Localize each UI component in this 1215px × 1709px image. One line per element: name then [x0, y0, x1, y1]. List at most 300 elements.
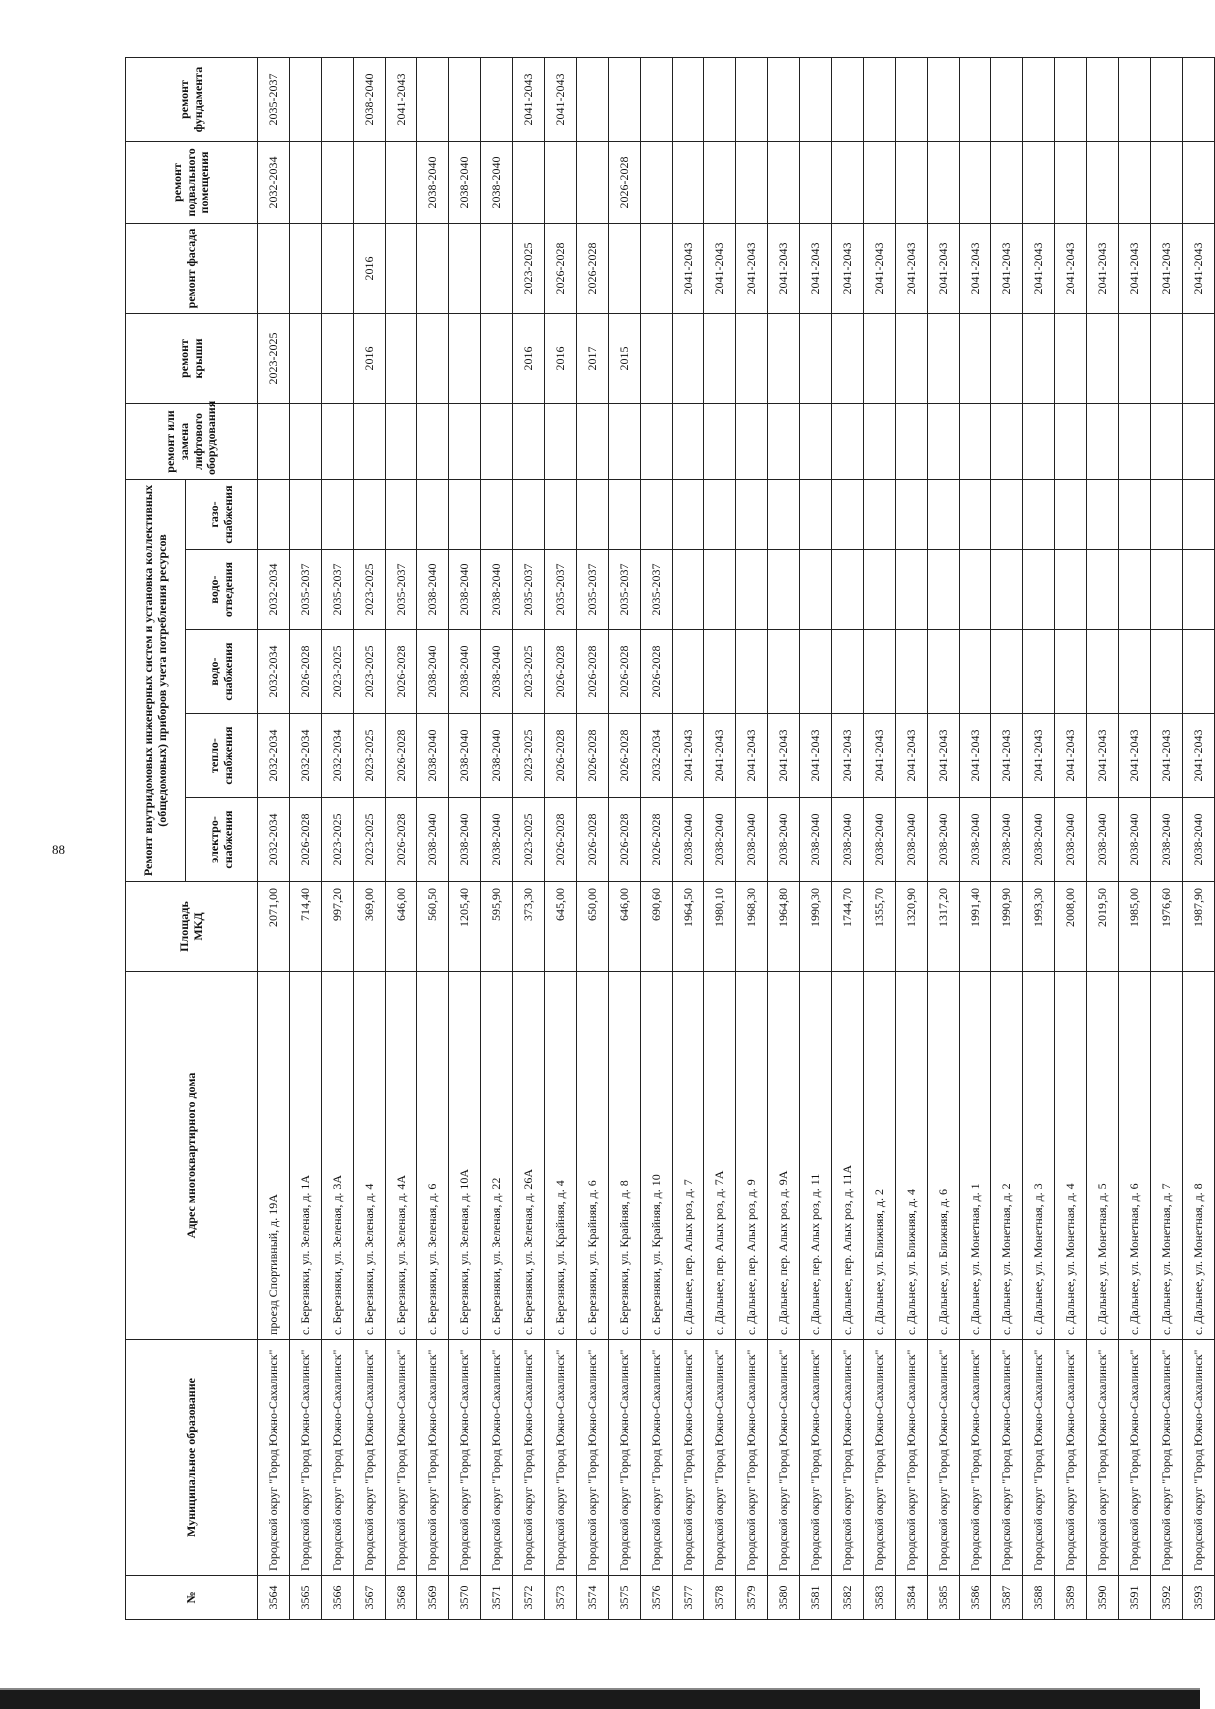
cell-gas [258, 479, 290, 549]
table-row [1055, 57, 1087, 1619]
cell-water: 2026-2028 [385, 630, 417, 714]
cell-roof: 2016 [513, 313, 545, 403]
cell-elevator [481, 403, 513, 479]
cell-water: 2023-2025 [513, 630, 545, 714]
cell-municipality: Городской округ "Город Южно-Сахалинск" [640, 1340, 672, 1576]
cell-foundation [1055, 57, 1087, 141]
cell-heat: 2032-2034 [640, 714, 672, 798]
cell-electric: 2023-2025 [353, 798, 385, 882]
cell-elevator [672, 403, 704, 479]
cell-elevator [768, 403, 800, 479]
cell-roof [1150, 313, 1182, 403]
cell-address: с. Дальнее, пер. Алых роз, д. 11 [800, 972, 832, 1340]
cell-drain [1182, 550, 1214, 630]
cell-electric: 2026-2028 [640, 798, 672, 882]
cell-gas [800, 479, 832, 549]
cell-address: с. Березняки, ул. Зеленая, д. 4А [385, 972, 417, 1340]
cell-elevator [800, 403, 832, 479]
cell-area: 560,50 [417, 882, 449, 972]
cell-area: 1205,40 [449, 882, 481, 972]
cell-gas [768, 479, 800, 549]
cell-electric: 2038-2040 [449, 798, 481, 882]
cell-municipality: Городской округ "Город Южно-Сахалинск" [353, 1340, 385, 1576]
table-row [1182, 57, 1214, 1619]
cell-address: с. Дальнее, пер. Алых роз, д. 9 [736, 972, 768, 1340]
header-drain: водо-отведения [186, 550, 258, 630]
cell-heat: 2032-2034 [289, 714, 321, 798]
cell-gas [321, 479, 353, 549]
cell-number: 3587 [991, 1576, 1023, 1620]
table-row [258, 57, 290, 1619]
cell-address: с. Березняки, ул. Зеленая, д. 26А [513, 972, 545, 1340]
cell-heat: 2023-2025 [353, 714, 385, 798]
table-row [704, 57, 736, 1619]
cell-roof [1182, 313, 1214, 403]
cell-drain [768, 550, 800, 630]
cell-water: 2026-2028 [545, 630, 577, 714]
cell-number: 3588 [1023, 1576, 1055, 1620]
cell-elevator [1023, 403, 1055, 479]
cell-electric: 2023-2025 [513, 798, 545, 882]
header-area: Площадь МКД [126, 882, 258, 972]
cell-roof: 2023-2025 [258, 313, 290, 403]
cell-drain [991, 550, 1023, 630]
cell-municipality: Городской округ "Город Южно-Сахалинск" [1055, 1340, 1087, 1576]
cell-drain [1023, 550, 1055, 630]
cell-facade: 2041-2043 [768, 223, 800, 313]
cell-area: 1964,50 [672, 882, 704, 972]
cell-area: 646,00 [385, 882, 417, 972]
cell-water [991, 630, 1023, 714]
cell-foundation [289, 57, 321, 141]
cell-number: 3566 [321, 1576, 353, 1620]
cell-electric: 2026-2028 [545, 798, 577, 882]
cell-facade [417, 223, 449, 313]
cell-facade: 2026-2028 [576, 223, 608, 313]
cell-foundation [800, 57, 832, 141]
header-electric: электро-снабжения [186, 798, 258, 882]
cell-number: 3580 [768, 1576, 800, 1620]
cell-water [959, 630, 991, 714]
cell-address: с. Березняки, ул. Зеленая, д. 1А [289, 972, 321, 1340]
cell-municipality: Городской округ "Город Южно-Сахалинск" [863, 1340, 895, 1576]
cell-gas [417, 479, 449, 549]
cell-number: 3568 [385, 1576, 417, 1620]
cell-area: 690,60 [640, 882, 672, 972]
cell-number: 3582 [832, 1576, 864, 1620]
cell-address: с. Березняки, ул. Зеленая, д. 6 [417, 972, 449, 1340]
cell-gas [640, 479, 672, 549]
table-body [258, 57, 1215, 1619]
cell-roof: 2016 [353, 313, 385, 403]
cell-municipality: Городской округ "Город Южно-Сахалинск" [1023, 1340, 1055, 1576]
cell-number: 3565 [289, 1576, 321, 1620]
cell-foundation [1119, 57, 1151, 141]
cell-basement [640, 141, 672, 223]
cell-basement [672, 141, 704, 223]
cell-basement [959, 141, 991, 223]
cell-water: 2038-2040 [449, 630, 481, 714]
cell-electric: 2026-2028 [385, 798, 417, 882]
header-municipality: Муниципальное образование [126, 1340, 258, 1576]
cell-water: 2023-2025 [321, 630, 353, 714]
cell-elevator [289, 403, 321, 479]
cell-number: 3584 [895, 1576, 927, 1620]
cell-facade [289, 223, 321, 313]
cell-basement: 2032-2034 [258, 141, 290, 223]
cell-heat: 2038-2040 [481, 714, 513, 798]
cell-address: с. Березняки, ул. Зеленая, д. 4 [353, 972, 385, 1340]
cell-address: с. Дальнее, пер. Алых роз, д. 7А [704, 972, 736, 1340]
cell-heat: 2041-2043 [768, 714, 800, 798]
cell-address: проезд Спортивный, д. 19А [258, 972, 290, 1340]
cell-drain: 2035-2037 [608, 550, 640, 630]
cell-elevator [640, 403, 672, 479]
cell-drain: 2023-2025 [353, 550, 385, 630]
cell-water [672, 630, 704, 714]
cell-drain: 2038-2040 [481, 550, 513, 630]
cell-electric: 2038-2040 [927, 798, 959, 882]
cell-elevator [895, 403, 927, 479]
cell-address: с. Дальнее, ул. Монетная, д. 6 [1119, 972, 1151, 1340]
cell-elevator [576, 403, 608, 479]
cell-basement: 2026-2028 [608, 141, 640, 223]
cell-water [800, 630, 832, 714]
cell-municipality: Городской округ "Город Южно-Сахалинск" [704, 1340, 736, 1576]
cell-municipality: Городской округ "Город Южно-Сахалинск" [513, 1340, 545, 1576]
cell-facade: 2041-2043 [1150, 223, 1182, 313]
cell-facade: 2041-2043 [1023, 223, 1055, 313]
cell-basement [385, 141, 417, 223]
cell-address: с. Дальнее, ул. Монетная, д. 8 [1182, 972, 1214, 1340]
cell-drain [800, 550, 832, 630]
cell-area: 2019,50 [1087, 882, 1119, 972]
cell-heat: 2041-2043 [800, 714, 832, 798]
cell-electric: 2038-2040 [832, 798, 864, 882]
header-facade: ремонт фасада [126, 223, 258, 313]
cell-facade [608, 223, 640, 313]
cell-address: с. Дальнее, пер. Алых роз, д. 7 [672, 972, 704, 1340]
cell-drain [895, 550, 927, 630]
cell-address: с. Дальнее, ул. Монетная, д. 2 [991, 972, 1023, 1340]
cell-foundation [927, 57, 959, 141]
cell-elevator [321, 403, 353, 479]
cell-foundation [640, 57, 672, 141]
cell-gas [449, 479, 481, 549]
cell-gas [353, 479, 385, 549]
cell-area: 595,90 [481, 882, 513, 972]
cell-foundation [863, 57, 895, 141]
cell-basement [800, 141, 832, 223]
table-row [321, 57, 353, 1619]
cell-municipality: Городской округ "Город Южно-Сахалинск" [321, 1340, 353, 1576]
cell-facade: 2041-2043 [1087, 223, 1119, 313]
cell-area: 1991,40 [959, 882, 991, 972]
cell-roof: 2015 [608, 313, 640, 403]
cell-water [736, 630, 768, 714]
cell-number: 3572 [513, 1576, 545, 1620]
cell-elevator [736, 403, 768, 479]
cell-address: с. Дальнее, ул. Монетная, д. 1 [959, 972, 991, 1340]
cell-area: 1985,00 [1119, 882, 1151, 972]
cell-gas [1150, 479, 1182, 549]
cell-heat: 2041-2043 [1055, 714, 1087, 798]
cell-area: 1980,10 [704, 882, 736, 972]
table-row [1023, 57, 1055, 1619]
cell-elevator [449, 403, 481, 479]
cell-area: 646,00 [608, 882, 640, 972]
cell-drain [736, 550, 768, 630]
cell-foundation [895, 57, 927, 141]
header-water: водо-снабжения [186, 630, 258, 714]
cell-municipality: Городской округ "Город Южно-Сахалинск" [736, 1340, 768, 1576]
cell-roof: 2017 [576, 313, 608, 403]
header-address: Адрес многоквартирного дома [126, 972, 258, 1340]
cell-elevator [513, 403, 545, 479]
cell-basement [545, 141, 577, 223]
cell-municipality: Городской округ "Город Южно-Сахалинск" [991, 1340, 1023, 1576]
cell-municipality: Городской округ "Город Южно-Сахалинск" [258, 1340, 290, 1576]
cell-water [895, 630, 927, 714]
header-foundation: ремонт фундамента [126, 57, 258, 141]
cell-number: 3575 [608, 1576, 640, 1620]
cell-water [768, 630, 800, 714]
cell-roof [863, 313, 895, 403]
cell-drain: 2035-2037 [576, 550, 608, 630]
table-row [768, 57, 800, 1619]
cell-roof [1023, 313, 1055, 403]
cell-drain [1055, 550, 1087, 630]
cell-address: с. Дальнее, пер. Алых роз, д. 11А [832, 972, 864, 1340]
cell-water [863, 630, 895, 714]
cell-electric: 2038-2040 [1182, 798, 1214, 882]
table-row [545, 57, 577, 1619]
header-basement: ремонт подвального помещения [126, 141, 258, 223]
cell-number: 3573 [545, 1576, 577, 1620]
table-row [608, 57, 640, 1619]
cell-foundation: 2041-2043 [545, 57, 577, 141]
cell-drain [672, 550, 704, 630]
cell-basement [1182, 141, 1214, 223]
cell-drain: 2035-2037 [513, 550, 545, 630]
cell-basement: 2038-2040 [449, 141, 481, 223]
cell-elevator [353, 403, 385, 479]
cell-area: 1990,90 [991, 882, 1023, 972]
cell-roof [321, 313, 353, 403]
cell-gas [576, 479, 608, 549]
header-roof: ремонт крыши [126, 313, 258, 403]
cell-foundation [481, 57, 513, 141]
cell-area: 1317,20 [927, 882, 959, 972]
cell-electric: 2038-2040 [863, 798, 895, 882]
cell-basement [736, 141, 768, 223]
cell-electric: 2023-2025 [321, 798, 353, 882]
cell-water: 2038-2040 [417, 630, 449, 714]
cell-gas [1087, 479, 1119, 549]
cell-electric: 2038-2040 [1150, 798, 1182, 882]
cell-foundation [832, 57, 864, 141]
cell-electric: 2038-2040 [417, 798, 449, 882]
cell-municipality: Городской округ "Город Южно-Сахалинск" [832, 1340, 864, 1576]
cell-elevator [832, 403, 864, 479]
cell-roof [800, 313, 832, 403]
cell-elevator [927, 403, 959, 479]
cell-facade [640, 223, 672, 313]
cell-facade: 2041-2043 [1182, 223, 1214, 313]
cell-number: 3569 [417, 1576, 449, 1620]
table-row [513, 57, 545, 1619]
cell-drain: 2035-2037 [640, 550, 672, 630]
table-row [385, 57, 417, 1619]
cell-municipality: Городской округ "Город Южно-Сахалинск" [768, 1340, 800, 1576]
cell-water [1182, 630, 1214, 714]
cell-foundation [1023, 57, 1055, 141]
header-engineering-systems-group: Ремонт внутридомовых инженерных систем и установка коллективных (общедомовых) приборов учета потребления ресурсов [126, 479, 186, 881]
cell-municipality: Городской округ "Город Южно-Сахалинск" [608, 1340, 640, 1576]
cell-basement [576, 141, 608, 223]
cell-drain: 2038-2040 [449, 550, 481, 630]
cell-electric: 2038-2040 [1087, 798, 1119, 882]
cell-elevator [991, 403, 1023, 479]
cell-area: 369,00 [353, 882, 385, 972]
cell-water: 2026-2028 [608, 630, 640, 714]
cell-elevator [385, 403, 417, 479]
cell-heat: 2041-2043 [1119, 714, 1151, 798]
cell-address: с. Дальнее, ул. Монетная, д. 5 [1087, 972, 1119, 1340]
cell-municipality: Городской округ "Город Южно-Сахалинск" [895, 1340, 927, 1576]
cell-drain [1119, 550, 1151, 630]
cell-area: 1744,70 [832, 882, 864, 972]
cell-area: 1964,80 [768, 882, 800, 972]
cell-basement [768, 141, 800, 223]
cell-water [832, 630, 864, 714]
cell-heat: 2038-2040 [449, 714, 481, 798]
cell-electric: 2038-2040 [1119, 798, 1151, 882]
cell-drain: 2038-2040 [417, 550, 449, 630]
cell-number: 3570 [449, 1576, 481, 1620]
cell-municipality: Городской округ "Город Южно-Сахалинск" [959, 1340, 991, 1576]
cell-municipality: Городской округ "Город Южно-Сахалинск" [1119, 1340, 1151, 1576]
page-number: 88 [52, 842, 65, 857]
cell-gas [672, 479, 704, 549]
cell-facade: 2041-2043 [672, 223, 704, 313]
cell-heat: 2041-2043 [1150, 714, 1182, 798]
cell-elevator [863, 403, 895, 479]
cell-municipality: Городской округ "Город Южно-Сахалинск" [576, 1340, 608, 1576]
cell-heat: 2041-2043 [991, 714, 1023, 798]
cell-number: 3577 [672, 1576, 704, 1620]
cell-heat: 2026-2028 [385, 714, 417, 798]
cell-electric: 2026-2028 [608, 798, 640, 882]
cell-water [927, 630, 959, 714]
cell-number: 3593 [1182, 1576, 1214, 1620]
table-row [289, 57, 321, 1619]
cell-area: 650,00 [576, 882, 608, 972]
cell-foundation: 2035-2037 [258, 57, 290, 141]
cell-municipality: Городской округ "Город Южно-Сахалинск" [1087, 1340, 1119, 1576]
cell-elevator [1119, 403, 1151, 479]
cell-heat: 2041-2043 [1182, 714, 1214, 798]
cell-area: 997,20 [321, 882, 353, 972]
cell-drain [1087, 550, 1119, 630]
cell-number: 3591 [1119, 1576, 1151, 1620]
cell-facade: 2041-2043 [736, 223, 768, 313]
cell-number: 3567 [353, 1576, 385, 1620]
cell-drain [832, 550, 864, 630]
cell-municipality: Городской округ "Город Южно-Сахалинск" [1182, 1340, 1214, 1576]
cell-facade [449, 223, 481, 313]
cell-facade [258, 223, 290, 313]
cell-drain: 2035-2037 [385, 550, 417, 630]
cell-gas [1119, 479, 1151, 549]
cell-facade: 2041-2043 [832, 223, 864, 313]
cell-electric: 2032-2034 [258, 798, 290, 882]
table-row [576, 57, 608, 1619]
cell-area: 1968,30 [736, 882, 768, 972]
cell-number: 3578 [704, 1576, 736, 1620]
cell-basement [289, 141, 321, 223]
table-row [640, 57, 672, 1619]
cell-address: с. Березняки, ул. Крайняя, д. 4 [545, 972, 577, 1340]
cell-elevator [258, 403, 290, 479]
cell-gas [863, 479, 895, 549]
cell-water [1055, 630, 1087, 714]
cell-roof [768, 313, 800, 403]
cell-electric: 2038-2040 [1055, 798, 1087, 882]
cell-basement [895, 141, 927, 223]
cell-basement [353, 141, 385, 223]
cell-roof [991, 313, 1023, 403]
cell-electric: 2038-2040 [1023, 798, 1055, 882]
cell-heat: 2026-2028 [576, 714, 608, 798]
table-row [1150, 57, 1182, 1619]
cell-number: 3579 [736, 1576, 768, 1620]
cell-electric: 2038-2040 [736, 798, 768, 882]
cell-municipality: Городской округ "Город Южно-Сахалинск" [1150, 1340, 1182, 1576]
cell-gas [289, 479, 321, 549]
cell-drain [927, 550, 959, 630]
cell-municipality: Городской округ "Город Южно-Сахалинск" [481, 1340, 513, 1576]
cell-electric: 2038-2040 [959, 798, 991, 882]
cell-basement [1055, 141, 1087, 223]
cell-gas [1023, 479, 1055, 549]
cell-foundation [672, 57, 704, 141]
cell-gas [832, 479, 864, 549]
cell-roof: 2016 [545, 313, 577, 403]
cell-municipality: Городской округ "Город Южно-Сахалинск" [800, 1340, 832, 1576]
cell-foundation [417, 57, 449, 141]
cell-foundation [576, 57, 608, 141]
cell-heat: 2041-2043 [895, 714, 927, 798]
cell-area: 714,40 [289, 882, 321, 972]
cell-address: с. Березняки, ул. Зеленая, д. 3А [321, 972, 353, 1340]
cell-area: 645,00 [545, 882, 577, 972]
cell-roof [1119, 313, 1151, 403]
cell-area: 1987,90 [1182, 882, 1214, 972]
cell-gas [481, 479, 513, 549]
cell-foundation [321, 57, 353, 141]
cell-gas [1182, 479, 1214, 549]
cell-drain [1150, 550, 1182, 630]
cell-elevator [1087, 403, 1119, 479]
cell-heat: 2041-2043 [736, 714, 768, 798]
table-row [353, 57, 385, 1619]
cell-foundation [959, 57, 991, 141]
cell-foundation [1087, 57, 1119, 141]
cell-electric: 2038-2040 [991, 798, 1023, 882]
cell-foundation [768, 57, 800, 141]
cell-water [1087, 630, 1119, 714]
